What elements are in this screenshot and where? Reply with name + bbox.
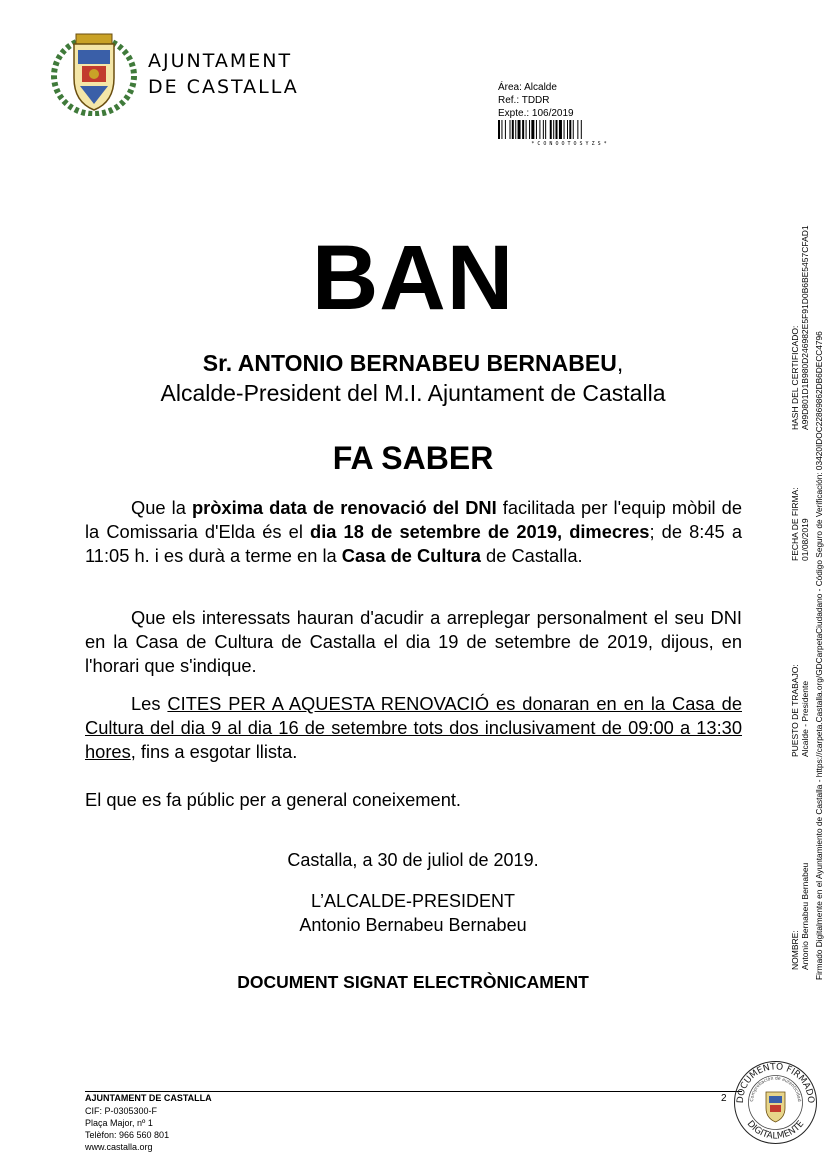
p3-text-c: , fins a esgotar llista. — [130, 741, 298, 762]
paragraph-3 — [85, 692, 742, 764]
org-name-line1: AJUNTAMENT — [148, 50, 293, 72]
signer-name: Antonio Bernabeu Bernabeu — [299, 915, 527, 935]
p1-text-a: Que la — [131, 497, 192, 518]
barcode — [498, 120, 641, 146]
barcode-bar — [498, 120, 500, 139]
p1-text-e: ; de 8:45 a 11:05 h. i es durà a terme en la — [85, 521, 742, 566]
side-hash — [790, 225, 810, 430]
side-fecha — [790, 487, 810, 561]
ref-field: Ref.: TDDR — [498, 95, 550, 106]
barcode-bar — [559, 120, 562, 139]
signer-role: L’ALCALDE-PRESIDENT — [310, 891, 516, 911]
stamp-inner-text: Comprobación de autenticidad — [749, 1076, 802, 1102]
document-title: BAN — [311, 227, 515, 329]
barcode-bar — [581, 120, 582, 139]
sender-name-suffix: , — [616, 350, 624, 376]
p3-underlined-appointments: CITES PER A AQUESTA RENOVACIÓ es donaran en en la Casa de Cultura del dia 9 al dia 16 de setembre tots dos inclusivament de 09:00 a 13:30 hores — [85, 693, 742, 762]
org-name-line2: DE CASTALLA — [148, 76, 299, 98]
sender-name: Sr. ANTONIO BERNABEU BERNABEU — [202, 350, 617, 376]
paragraph-2: Que els interessats hauran d'acudir a arreplegar personalment el seu DNI en la Casa de Cultura de Castalla el dia 19 de setembre de 2019, dijous, en l'horari que s'indique. — [85, 607, 742, 676]
barcode-bar — [553, 120, 554, 139]
footer-cif: CIF: P-0305300-F — [85, 1106, 158, 1116]
barcode-bar — [531, 120, 534, 139]
side-fecha-label: FECHA DE FIRMA: — [790, 487, 800, 561]
signed-electronically-note: DOCUMENT SIGNAT ELECTRÒNICAMENT — [237, 972, 589, 992]
paragraph-4: El que es fa públic per a general coneixement. — [85, 789, 462, 810]
castalla-coat-of-arms-logo — [50, 28, 138, 116]
barcode-bar — [539, 120, 540, 139]
paragraph-1 — [85, 496, 742, 568]
stamp-bottom-text: DIGITALMENTE — [744, 1119, 807, 1142]
side-hash-label: HASH DEL CERTIFICADO: — [790, 325, 800, 430]
barcode-bar — [501, 120, 502, 139]
barcode-bar — [564, 120, 565, 139]
side-nombre — [790, 863, 810, 970]
barcode-bar — [536, 120, 537, 139]
side-digital-signature: Firmado Digitalmente en el Ayuntamiento de Castalla - https://carpeta.Castalla.org/GDCarpetaCiudadano - Código Seguro de Verificación: 03420IDOC22869862DB6DECC4796 — [814, 331, 824, 980]
stamp-top-text: DOCUMENTO FIRMADO — [735, 1062, 816, 1104]
side-puesto — [790, 664, 810, 757]
place-date: Castalla, a 30 de juliol de 2019. — [287, 850, 539, 870]
barcode-bar — [567, 120, 568, 139]
footer-divider — [85, 1091, 742, 1092]
footer-address: Plaça Major, nº 1 — [85, 1118, 153, 1128]
barcode-bar — [556, 120, 558, 139]
barcode-text: * C O N O O T O S Y Z S * — [531, 141, 607, 146]
barcode-bar — [522, 120, 524, 139]
side-hash-value: A99D801D1B980D246982E5F91D0B6BE5457CFAD1 — [800, 225, 810, 430]
side-puesto-value: Alcalde - Presidente — [800, 680, 810, 757]
side-puesto-label: PUESTO DE TRABAJO: — [790, 664, 800, 757]
page-number: 2 — [721, 1093, 727, 1104]
barcode-bar — [515, 120, 516, 139]
section-heading: FA SABER — [332, 440, 494, 476]
barcode-bar — [518, 120, 521, 139]
p3-text-a: Les — [131, 693, 168, 714]
p1-bold-dni: pròxima data de renovació del DNI — [191, 497, 497, 518]
sender-position: Alcalde-President del M.I. Ajuntament de Castalla — [160, 380, 666, 406]
barcode-bar — [545, 120, 546, 139]
footer-org: AJUNTAMENT DE CASTALLA — [85, 1093, 212, 1103]
barcode-bar — [526, 120, 527, 139]
barcode-bar — [550, 120, 552, 139]
barcode-bar — [512, 120, 514, 139]
side-nombre-label: NOMBRE: — [790, 930, 800, 970]
barcode-bar — [505, 120, 506, 139]
barcode-bar — [573, 120, 574, 139]
footer-web: www.castalla.org — [85, 1142, 153, 1152]
barcode-bar — [569, 120, 571, 139]
side-fecha-value: 01/08/2019 — [800, 518, 810, 561]
p1-text-g: de Castalla. — [480, 545, 583, 566]
barcode-bar — [543, 120, 544, 139]
digital-signature-stamp — [733, 1060, 818, 1145]
p1-bold-date: dia 18 de setembre de 2019, dimecres — [310, 521, 650, 542]
area-field: Área: Alcalde — [498, 82, 557, 93]
footer-phone: Telèfon: 966 560 801 — [85, 1130, 170, 1140]
barcode-bar — [529, 120, 530, 139]
sender-line — [0, 350, 826, 377]
barcode-bar — [510, 120, 511, 139]
p1-bold-venue: Casa de Cultura — [341, 545, 481, 566]
side-nombre-value: Antonio Bernabeu Bernabeu — [800, 862, 810, 970]
p1-text-c: facilitada per l'equip mòbil de la Comissaria d'Elda és el — [85, 497, 742, 542]
expte-field: Expte.: 106/2019 — [498, 108, 574, 119]
barcode-bar — [577, 120, 578, 139]
